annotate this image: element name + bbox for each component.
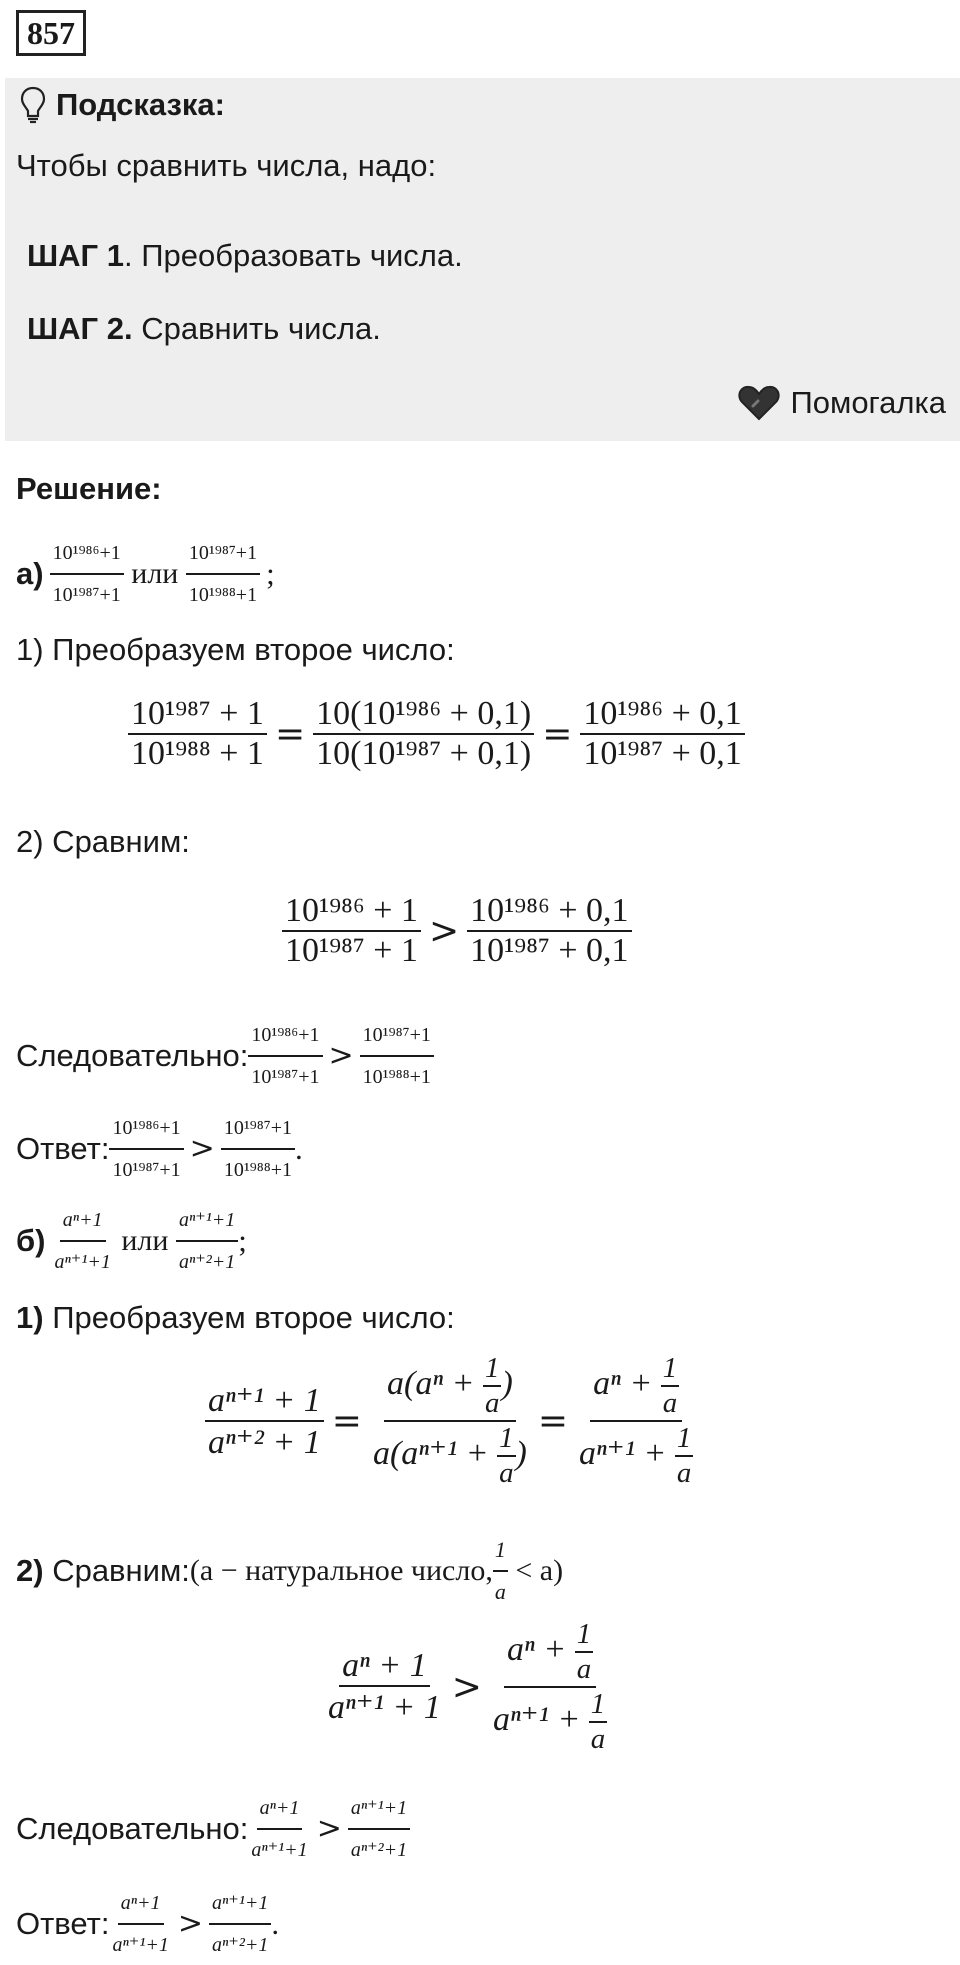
expr: a(aⁿ⁺¹ +: [372, 1434, 498, 1472]
part-b-answer: [16, 1883, 279, 1965]
fraction: [313, 695, 534, 773]
denominator: aⁿ⁺¹+1: [54, 1251, 111, 1273]
numerator: 10¹⁹⁸⁶ + 0,1: [580, 695, 744, 735]
fraction: [209, 1883, 271, 1965]
numerator: aⁿ+1: [60, 1200, 106, 1242]
fraction: [467, 892, 631, 970]
denominator: 10¹⁹⁸⁷ + 0,1: [583, 735, 742, 772]
greater-sign: >: [316, 1811, 342, 1846]
denominator: 10¹⁹⁸⁷ + 1: [285, 932, 418, 969]
period: .: [271, 1906, 280, 1941]
part-a-label: а): [16, 556, 44, 591]
numerator: 10¹⁹⁸⁶+1: [248, 1015, 322, 1057]
fraction: [360, 1015, 434, 1097]
numerator: 1: [497, 1422, 515, 1457]
part-b-fraction-1: [51, 1200, 113, 1282]
one-over-a: [497, 1422, 515, 1490]
denominator: aⁿ⁺²+1: [178, 1251, 236, 1273]
brand-text: Помогалка: [790, 385, 946, 420]
numerator: 10¹⁹⁸⁶ + 1: [282, 892, 421, 932]
greater-sign: >: [428, 910, 460, 952]
hint-step2: [27, 309, 381, 349]
step-note: (a − натуральное число,: [189, 1554, 493, 1587]
lightbulb-icon: [20, 86, 46, 124]
step-label: 1): [16, 1300, 44, 1335]
part-b-equation: [205, 1352, 696, 1490]
expr: aⁿ⁺¹ +: [579, 1434, 675, 1472]
part-a-equation: [128, 695, 745, 773]
numerator: aⁿ⁺¹+1: [348, 1788, 410, 1830]
greater-sign: >: [328, 1038, 354, 1073]
numerator: aⁿ⁺¹ + 1: [205, 1380, 324, 1422]
task-number: 857: [16, 10, 86, 56]
semicolon: ;: [238, 1223, 247, 1258]
hint-step1-label: ШАГ 1: [27, 238, 124, 273]
fraction: [490, 1618, 610, 1756]
numerator: 10¹⁹⁸⁷+1: [360, 1015, 434, 1057]
semicolon: ;: [266, 556, 275, 591]
denominator: a: [576, 1653, 592, 1685]
step-note: < a): [507, 1554, 564, 1587]
numerator: 1: [675, 1422, 693, 1457]
part-a-fraction-2: [186, 533, 260, 615]
numerator: 1: [483, 1352, 501, 1387]
numerator: aⁿ⁺¹+1: [209, 1883, 271, 1925]
denominator: [490, 1688, 610, 1756]
numerator: aⁿ+1: [118, 1883, 164, 1925]
fraction: [282, 892, 421, 970]
denominator: a: [590, 1723, 606, 1755]
hint-title: [20, 86, 225, 124]
equals-sign: =: [537, 1400, 569, 1442]
fraction: [325, 1647, 444, 1727]
numerator: aⁿ + 1: [339, 1647, 430, 1687]
hint-step1-text: . Преобразовать числа.: [123, 238, 463, 273]
heart-icon: [738, 384, 780, 422]
numerator: 10¹⁹⁸⁷ + 1: [128, 695, 267, 735]
hint-title-text: Подсказка:: [56, 87, 225, 122]
greater-sign: >: [177, 1906, 203, 1941]
expr: aⁿ +: [507, 1630, 575, 1668]
hint-step2-label: ШАГ 2.: [27, 311, 133, 346]
denominator: aⁿ⁺¹ + 1: [328, 1689, 441, 1726]
numerator: aⁿ⁺¹+1: [176, 1200, 238, 1242]
expr: a(aⁿ +: [387, 1364, 484, 1402]
step-label: 2): [16, 1553, 44, 1588]
part-a-step2: 2) Сравним:: [16, 824, 190, 859]
part-b-statement: [16, 1200, 247, 1282]
fraction: [109, 1883, 171, 1965]
expr: aⁿ⁺¹ +: [492, 1700, 589, 1738]
part-b-therefore: [16, 1788, 410, 1870]
answer-label: Ответ:: [16, 1906, 110, 1941]
part-b-fraction-2: [176, 1200, 238, 1282]
part-a-comparison: [282, 892, 632, 970]
fraction: [128, 695, 267, 773]
denominator: aⁿ⁺² + 1: [208, 1424, 321, 1461]
part-b-comparison: [325, 1618, 610, 1756]
denominator: [576, 1422, 696, 1490]
denominator: 10¹⁹⁸⁷+1: [251, 1066, 320, 1088]
part-b-step1: [16, 1298, 455, 1338]
fraction: [576, 1352, 696, 1490]
numerator: 10¹⁹⁸⁷+1: [186, 533, 260, 575]
numerator: 10¹⁹⁸⁶+1: [109, 1108, 183, 1150]
expr: ): [515, 1434, 527, 1472]
denominator: aⁿ⁺²+1: [350, 1839, 408, 1861]
denominator: 10¹⁹⁸⁸+1: [188, 584, 258, 606]
part-b-step2: [16, 1530, 563, 1612]
fraction: [221, 1108, 295, 1190]
numerator: [384, 1352, 516, 1422]
denominator: a: [499, 1457, 514, 1489]
denominator: aⁿ⁺¹+1: [112, 1934, 169, 1956]
greater-sign: >: [189, 1131, 215, 1166]
fraction: [348, 1788, 410, 1870]
hint-step2-text: Сравнить числа.: [132, 311, 381, 346]
one-over-a: [661, 1352, 679, 1420]
denominator: 10¹⁹⁸⁷+1: [52, 584, 121, 606]
expr: aⁿ +: [593, 1364, 661, 1402]
period: .: [295, 1131, 303, 1166]
greater-sign: >: [451, 1666, 482, 1708]
numerator: 10¹⁹⁸⁷+1: [221, 1108, 295, 1150]
denominator: 10(10¹⁹⁸⁷ + 0,1): [316, 735, 532, 772]
one-over-a: [675, 1422, 693, 1490]
or-word: или: [113, 1224, 176, 1257]
part-a-statement: [16, 533, 275, 615]
answer-label: Ответ:: [16, 1131, 110, 1166]
numerator: 1: [575, 1618, 593, 1653]
denominator: 10¹⁹⁸⁷ + 0,1: [470, 932, 629, 969]
denominator: 10¹⁹⁸⁸ + 1: [131, 735, 264, 772]
numerator: 10¹⁹⁸⁶ + 0,1: [467, 892, 631, 932]
numerator: [590, 1352, 682, 1422]
denominator: aⁿ⁺¹+1: [251, 1839, 308, 1861]
fraction: [248, 1788, 310, 1870]
numerator: 10(10¹⁹⁸⁶ + 0,1): [313, 695, 534, 735]
part-b-label: б): [16, 1223, 46, 1258]
one-over-a: [575, 1618, 593, 1686]
denominator: a: [485, 1387, 500, 1419]
hint-intro: Чтобы сравнить числа, надо:: [16, 148, 437, 183]
numerator: aⁿ+1: [257, 1788, 303, 1830]
therefore-label: Следовательно:: [16, 1038, 249, 1073]
equals-sign: =: [542, 713, 573, 755]
denominator: aⁿ⁺²+1: [211, 1934, 269, 1956]
equals-sign: =: [331, 1400, 362, 1442]
part-a-step1: 1) Преобразуем второе число:: [16, 632, 455, 667]
numerator: 1: [589, 1688, 607, 1723]
part-a-fraction-1: [50, 533, 124, 615]
fraction: [370, 1352, 530, 1490]
part-a-therefore: [16, 1015, 434, 1097]
denominator: 10¹⁹⁸⁷+1: [112, 1159, 181, 1181]
brand: [738, 384, 946, 422]
step-text: Сравним:: [43, 1553, 190, 1588]
numerator: 10¹⁹⁸⁶+1: [50, 533, 124, 575]
denominator: 10¹⁹⁸⁸+1: [362, 1066, 431, 1088]
expr: ): [501, 1364, 513, 1402]
solution-heading: Решение:: [16, 471, 162, 506]
denominator: a: [494, 1579, 506, 1604]
denominator: [370, 1422, 530, 1490]
equals-sign: =: [274, 713, 306, 755]
one-over-a: [589, 1688, 607, 1756]
numerator: 1: [661, 1352, 679, 1387]
fraction: [205, 1380, 324, 1462]
denominator: 10¹⁹⁸⁸+1: [223, 1159, 293, 1181]
fraction: [109, 1108, 183, 1190]
or-word: или: [123, 557, 186, 590]
fraction: [248, 1015, 322, 1097]
one-over-a: [493, 1530, 508, 1612]
hint-step1: [27, 236, 463, 276]
numerator: 1: [493, 1530, 508, 1572]
one-over-a: [483, 1352, 501, 1420]
numerator: [504, 1618, 596, 1688]
therefore-label: Следовательно:: [16, 1811, 249, 1846]
part-a-answer: [16, 1108, 303, 1190]
fraction: [580, 695, 744, 773]
step-text: Преобразуем второе число:: [43, 1300, 455, 1335]
denominator: a: [662, 1387, 678, 1419]
denominator: a: [676, 1457, 692, 1489]
